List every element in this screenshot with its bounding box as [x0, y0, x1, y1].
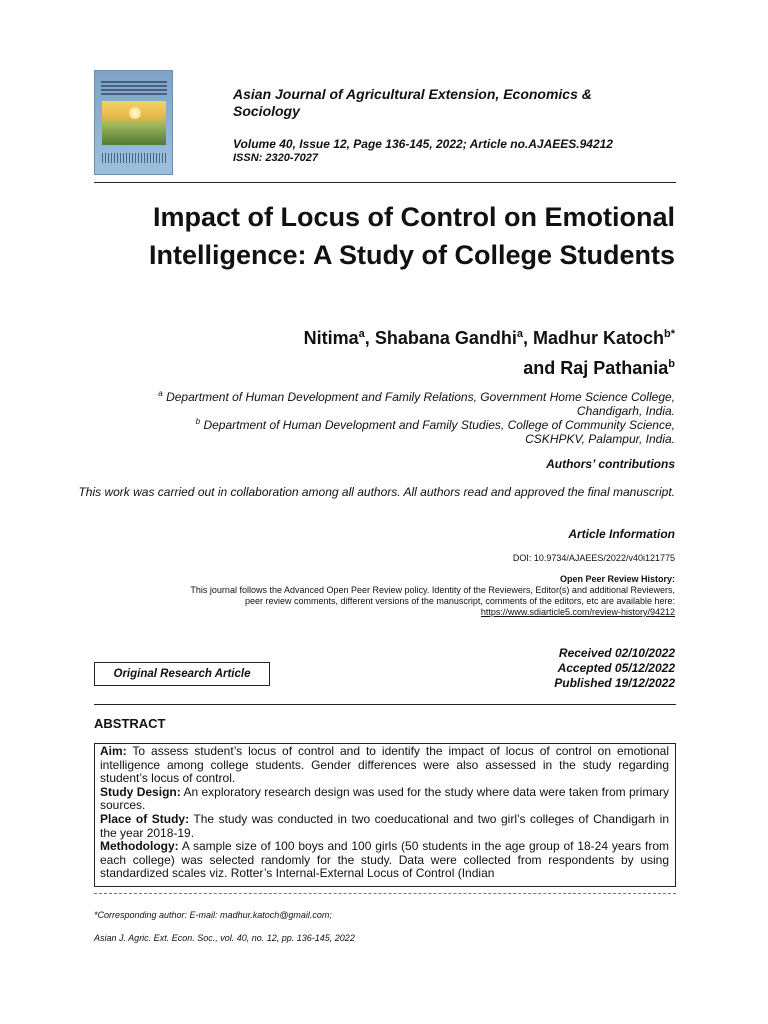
peer-review-text — [75, 585, 675, 618]
abstract-label: Place of Study: — [100, 811, 190, 826]
author-name: Nitima — [303, 328, 359, 348]
author-sup: b — [668, 358, 675, 370]
received-date: Received 02/10/2022 — [558, 646, 675, 660]
affiliation-line: CSKHPKV, Palampur, India. — [525, 432, 675, 446]
journal-name: Asian Journal of Agricultural Extension, Economics & Sociology — [233, 86, 592, 119]
contributions-text: This work was carried out in collaboration among all authors. All authors read and approved the final manuscript. — [78, 485, 675, 499]
journal-citation: Asian J. Agric. Ext. Econ. Soc., vol. 40, no. 12, pp. 136-145, 2022 — [94, 933, 355, 943]
abstract-text: A sample size of 100 boys and 100 girls (50 students in the age group of 18-24 years from each college) was selected randomly for the study. Data were collected from respondents by using standardized scales viz. Rotter’s Internal-External Locus of Control (Indian — [100, 839, 669, 881]
author-sup: a — [358, 328, 365, 340]
affiliation-a — [75, 387, 675, 418]
article-title: Impact of Locus of Control on Emotional Intelligence: A Study of College Students — [148, 202, 675, 270]
peer-review-heading: Open Peer Review History: — [559, 574, 675, 584]
accepted-date: Accepted 05/12/2022 — [557, 661, 675, 675]
author-name: and Raj Pathania — [523, 358, 669, 378]
affiliation-line: Department of Human Development and Family Studies, College of Community Science, — [203, 418, 675, 432]
abstract-label: Methodology: — [100, 839, 179, 854]
abstract-paragraph — [100, 786, 669, 813]
doi: DOI: 10.9734/AJAEES/2022/v40i121775 — [512, 553, 675, 563]
author-name: Madhur Katoch — [532, 328, 664, 348]
volume-info: Volume 40, Issue 12, Page 136-145, 2022; Article no.AJAEES.94212 — [233, 137, 613, 151]
abstract-label: Study Design: — [100, 784, 181, 799]
abstract-divider — [94, 704, 676, 705]
contributions-heading: Authors’ contributions — [546, 457, 675, 471]
footnote-divider — [94, 893, 676, 894]
author-sep: , — [364, 328, 375, 348]
author-name: Shabana Gandhi — [374, 328, 517, 348]
issn: ISSN: 2320-7027 — [233, 152, 318, 164]
author-sup: a — [516, 328, 523, 340]
abstract-paragraph — [100, 745, 669, 786]
article-type-label: Original Research Article — [113, 668, 251, 680]
header-divider — [94, 182, 676, 183]
peer-review-line: This journal follows the Advanced Open Peer Review policy. Identity of the Reviewers, Editor(s) and additional Reviewers, — [190, 585, 675, 595]
abstract-paragraph — [100, 813, 669, 840]
affiliation-sup: b — [195, 417, 201, 426]
abstract-box — [94, 743, 676, 887]
author-sup: b* — [664, 328, 675, 340]
published-date: Published 19/12/2022 — [554, 676, 675, 690]
abstract-label: Aim: — [100, 744, 127, 758]
review-history-link[interactable]: https://www.sdiarticle5.com/review-history/94212 — [480, 607, 675, 617]
affiliation-line: Department of Human Development and Family Relations, Government Home Science College, — [166, 390, 675, 404]
article-type-badge — [94, 662, 270, 686]
journal-cover-image — [94, 70, 173, 175]
publication-dates — [554, 646, 675, 691]
affiliation-b — [75, 415, 675, 446]
affiliation-line: Chandigarh, India. — [576, 404, 675, 418]
article-info-heading: Article Information — [568, 527, 675, 541]
author-sep: , — [522, 328, 533, 348]
abstract-text: The study was conducted in two coeducational and two girl’s colleges of Chandigarh in the year 2018-19. — [100, 811, 669, 840]
abstract-text: To assess student’s locus of control and to identify the impact of locus of control on emotional intelligence among college students. Gender differences were also assessed in the study regarding student’s locus of control. — [100, 744, 669, 786]
abstract-text: An exploratory research design was used for the study where data were taken from primary sources. — [100, 784, 669, 813]
affiliation-sup: a — [158, 389, 163, 398]
abstract-heading: ABSTRACT — [94, 716, 166, 731]
corresponding-author: *Corresponding author: E-mail: madhur.katoch@gmail.com; — [94, 910, 332, 920]
author-list — [155, 321, 675, 381]
peer-review-line: peer review comments, different versions of the manuscript, comments of the editors, etc are available here: — [244, 596, 675, 606]
abstract-paragraph — [100, 840, 669, 881]
